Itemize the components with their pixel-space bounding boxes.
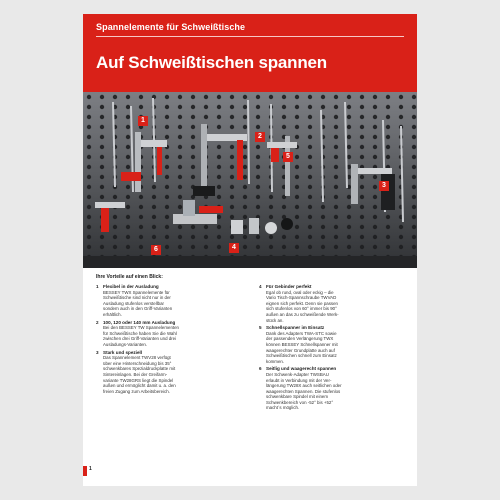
benefit-item-6	[259, 366, 409, 411]
benefit-number: 3	[96, 349, 99, 355]
welding-table-illustration	[83, 92, 417, 268]
table-front-edge	[83, 256, 417, 268]
benefits-title: Ihre Vorteile auf einen Blick:	[96, 274, 163, 280]
benefit-heading: Für Gebinder perfekt	[266, 284, 312, 289]
callout-badge-6: 6	[151, 245, 161, 255]
benefit-text: BESSEY TWX Spannelemente für Schweißtische sind nicht nur in der Ausladung stufenlos verstellbar sondern auch in den Griff-Varianten erhältlich.	[103, 289, 173, 317]
benefit-number: 4	[259, 284, 262, 289]
benefit-item-4	[259, 284, 409, 323]
benefit-heading: Seitlig und waagerecht spannen	[266, 366, 337, 372]
callout-badge-2: 2	[255, 132, 265, 142]
benefit-heading: Schnellspanner im Einsatz	[266, 325, 325, 331]
benefit-number: 5	[259, 325, 262, 331]
benefits-column-left	[96, 284, 246, 396]
benefit-text: Egal ob rund, oval oder eckig – die Vario Tisch-Spannschraube TWVAD eignen sich perfekt. Denn sie passen sich stufenlos von 60° immer bis 90° außen an das zu schweißende Werk- stück an.	[266, 289, 339, 323]
benefit-heading: Stark und speziell	[103, 349, 143, 355]
callout-badge-3: 3	[379, 181, 389, 191]
benefit-heading: Flexibel in der Ausladung	[103, 284, 159, 289]
section-label: Spannelemente für Schweißtische	[96, 22, 246, 32]
benefit-text: Bei den BESSEY TW Spannelementen für Schweißtische haben Sie die Wahl zwischen drei Griff-Varianten und drei Ausladungs-Varianten.	[103, 325, 179, 347]
callout-badge-1: 1	[138, 116, 148, 126]
benefit-text: Der Schwenk-Adapter TWSBAU erlaubt in Verbindung mit der Ver- längerung TW28X auch seitlichen oder waagerechten Spannen. Die stufenlos schwenkbare Spindel mit einem Schwenkbereich von -52° bis +52° macht´s möglich.	[266, 371, 342, 411]
benefits-column-right	[259, 284, 409, 413]
page-title: Auf Schweißtischen spannen	[96, 53, 327, 72]
page-header	[83, 14, 417, 92]
benefit-number: 2	[96, 319, 99, 325]
benefit-number: 6	[259, 366, 262, 372]
benefit-item-3	[96, 350, 246, 395]
benefit-item-5	[259, 325, 409, 364]
welding-table-photo	[83, 92, 417, 268]
benefit-item-2	[96, 320, 246, 348]
benefit-number: 1	[96, 284, 99, 289]
benefit-text: Dank des Adapters TWA-STC sowie der passenden Verlängerung TWX können BESSEY Schnellspanner mit waagerechter Grundplatte auch auf Schweißtischen schnell zum Einsatz kommen.	[266, 330, 338, 364]
catalog-page	[83, 14, 417, 486]
benefit-text: Das Spannelement TWV28 verfügt über eine Hinterschneidung bis 35° schwenkbares Spezialdruckplatte mit Sintereinlagen. Bei der Greifarm- variante TW28GRS liegt die Spindel außen und ermöglicht damit u. a. den freien Zugang zum Arbeitsbereich.	[103, 355, 176, 394]
page-number: 1	[89, 466, 95, 476]
header-divider	[96, 36, 404, 37]
benefit-heading: 100, 120 oder 140 mm Ausladung	[103, 319, 176, 325]
callout-badge-4: 4	[229, 243, 239, 253]
callout-badge-5: 5	[283, 152, 293, 162]
benefit-item-1	[96, 284, 246, 318]
